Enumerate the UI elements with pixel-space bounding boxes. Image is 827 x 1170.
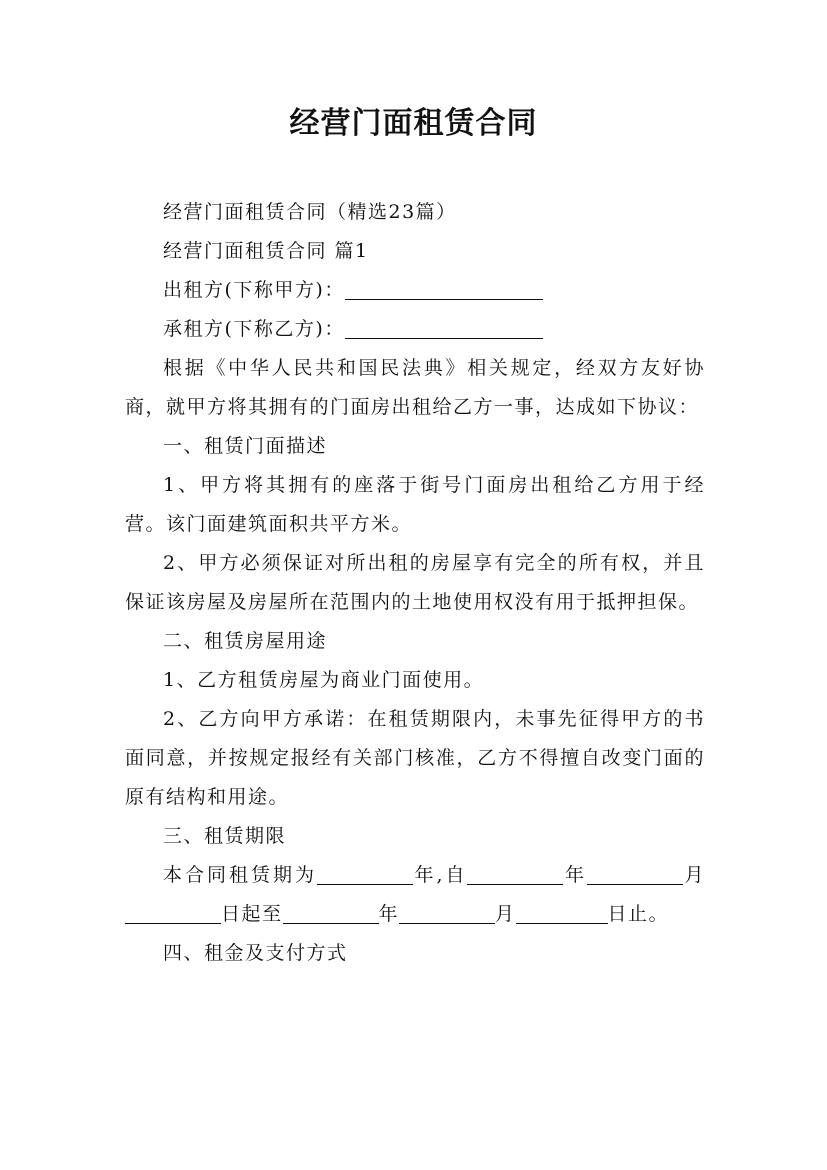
section-heading-3: 三、租赁期限: [163, 825, 287, 847]
paragraph-chapter-heading: 经营门面租赁合同 篇1: [163, 240, 369, 262]
start-month-blank: [587, 862, 683, 885]
section-heading-4: 四、租金及支付方式: [163, 942, 348, 964]
document-body: [125, 193, 705, 973]
section-heading-1: 一、租赁门面描述: [163, 435, 328, 457]
clause-2-2: 2、乙方向甲方承诺：在租赁期限内，未事先征得甲方的书面同意，并按规定报经有关部门核准，乙方不得擅自改变门面的原有结构和用途。: [125, 708, 705, 808]
end-day-blank: [516, 901, 608, 924]
term-text-c: 年: [563, 864, 587, 886]
term-text-b: 年,自: [412, 864, 468, 886]
term-text-a: 本合同租赁期为: [163, 864, 317, 886]
term-text-e: 日起至: [221, 903, 283, 925]
start-year-blank: [467, 862, 563, 885]
end-year-blank: [283, 901, 379, 924]
term-years-blank: [317, 862, 413, 885]
paragraph-lessor: [125, 271, 705, 310]
clause-term: [125, 856, 705, 934]
lessee-blank: [345, 316, 543, 339]
end-month-blank: [399, 901, 495, 924]
start-day-blank: [125, 901, 221, 924]
clause-1-1: 1、甲方将其拥有的座落于街号门面房出租给乙方用于经营。该门面建筑面积共平方米。: [125, 474, 705, 535]
section-heading-2: 二、租赁房屋用途: [163, 630, 328, 652]
term-text-f: 年: [378, 903, 400, 925]
lessor-label: 出租方(下称甲方)：: [163, 279, 345, 301]
term-text-h: 日止。: [607, 903, 670, 925]
clause-1-2: 2、甲方必须保证对所出租的房屋享有完全的所有权，并且保证该房屋及房屋所在范围内的土地使用权没有用于抵押担保。: [125, 552, 705, 613]
paragraph-collection-title: 经营门面租赁合同（精选23篇）: [163, 201, 457, 223]
paragraph-lessee: [125, 310, 705, 349]
clause-2-1: 1、乙方租赁房屋为商业门面使用。: [163, 669, 485, 691]
lessor-blank: [345, 277, 543, 300]
lessee-label: 承租方(下称乙方)：: [163, 318, 345, 340]
term-text-d: 月: [682, 864, 705, 886]
paragraph-preamble: 根据《中华人民共和国民法典》相关规定，经双方友好协商，就甲方将其拥有的门面房出租给乙方一事，达成如下协议：: [125, 357, 705, 418]
term-text-g: 月: [495, 903, 516, 925]
document-title: 经营门面租赁合同: [289, 106, 538, 141]
